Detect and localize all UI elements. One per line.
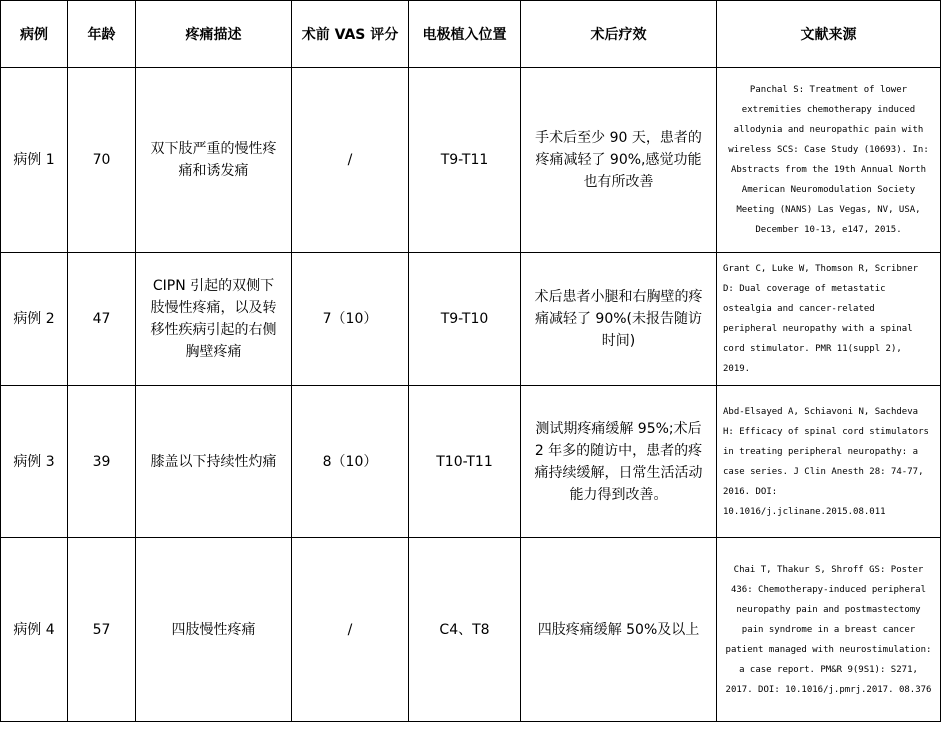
header-electrode-position: 电极植入位置 (409, 1, 521, 68)
table-row (1, 538, 941, 722)
age-cell: 39 (68, 386, 136, 538)
electrode-position-cell: T9-T10 (409, 253, 521, 386)
header-age: 年龄 (68, 1, 136, 68)
case-cell: 病例 3 (1, 386, 68, 538)
header-pain-description: 疼痛描述 (136, 1, 292, 68)
header-postop-outcome: 术后疗效 (521, 1, 717, 68)
electrode-position-cell: C4、T8 (409, 538, 521, 722)
pain-description-cell: CIPN 引起的双侧下肢慢性疼痛，以及转移性疾病引起的右侧胸壁疼痛 (136, 253, 292, 386)
pain-description-cell: 四肢慢性疼痛 (136, 538, 292, 722)
postop-outcome-cell: 术后患者小腿和右胸壁的疼痛减轻了 90%(未报告随访时间) (521, 253, 717, 386)
reference-cell: Panchal S: Treatment of lower extremities chemotherapy induced allodynia and neuropathic pain with wireless SCS: Case Study (10693). In: Abstracts from the 19th Annual North American Neuromodulation Society Meeting (NANS) Las Vegas, NV, USA, December 10-13, e147, 2015. (717, 68, 941, 253)
reference-cell: Chai T, Thakur S, Shroff GS: Poster 436: Chemotherapy-induced peripheral neuropathy pain and postmastectomy pain syndrome in a breast cancer patient managed with neurostimulation: a case report. PM&R 9(9S1): S271, 2017. DOI: 10.1016/j.pmrj.2017. 08.376 (717, 538, 941, 722)
case-cell: 病例 4 (1, 538, 68, 722)
table-row (1, 253, 941, 386)
header-preop-vas: 术前 VAS 评分 (292, 1, 409, 68)
reference-cell: Grant C, Luke W, Thomson R, Scribner D: Dual coverage of metastatic ostealgia and cancer-related peripheral neuropathy with a spinal cord stimulator. PMR 11(suppl 2), 2019. (717, 253, 941, 386)
electrode-position-cell: T10-T11 (409, 386, 521, 538)
table-row (1, 386, 941, 538)
age-cell: 47 (68, 253, 136, 386)
header-reference: 文献来源 (717, 1, 941, 68)
preop-vas-cell: / (292, 68, 409, 253)
case-cell: 病例 1 (1, 68, 68, 253)
preop-vas-cell: 7（10） (292, 253, 409, 386)
case-cell: 病例 2 (1, 253, 68, 386)
age-cell: 70 (68, 68, 136, 253)
postop-outcome-cell: 四肢疼痛缓解 50%及以上 (521, 538, 717, 722)
postop-outcome-cell: 测试期疼痛缓解 95%;术后 2 年多的随访中，患者的疼痛持续缓解，日常生活活动能力得到改善。 (521, 386, 717, 538)
preop-vas-cell: 8（10） (292, 386, 409, 538)
header-row (1, 1, 941, 68)
preop-vas-cell: / (292, 538, 409, 722)
postop-outcome-cell: 手术后至少 90 天，患者的疼痛减轻了 90%,感觉功能也有所改善 (521, 68, 717, 253)
age-cell: 57 (68, 538, 136, 722)
header-case: 病例 (1, 1, 68, 68)
pain-description-cell: 膝盖以下持续性灼痛 (136, 386, 292, 538)
pain-description-cell: 双下肢严重的慢性疼痛和诱发痛 (136, 68, 292, 253)
electrode-position-cell: T9-T11 (409, 68, 521, 253)
reference-cell: Abd-Elsayed A, Schiavoni N, Sachdeva H: Efficacy of spinal cord stimulators in treating peripheral neuropathy: a case series. J Clin Anesth 28: 74-77, 2016. DOI: 10.1016/j.jclinane.2015.08.011 (717, 386, 941, 538)
table-row (1, 68, 941, 253)
